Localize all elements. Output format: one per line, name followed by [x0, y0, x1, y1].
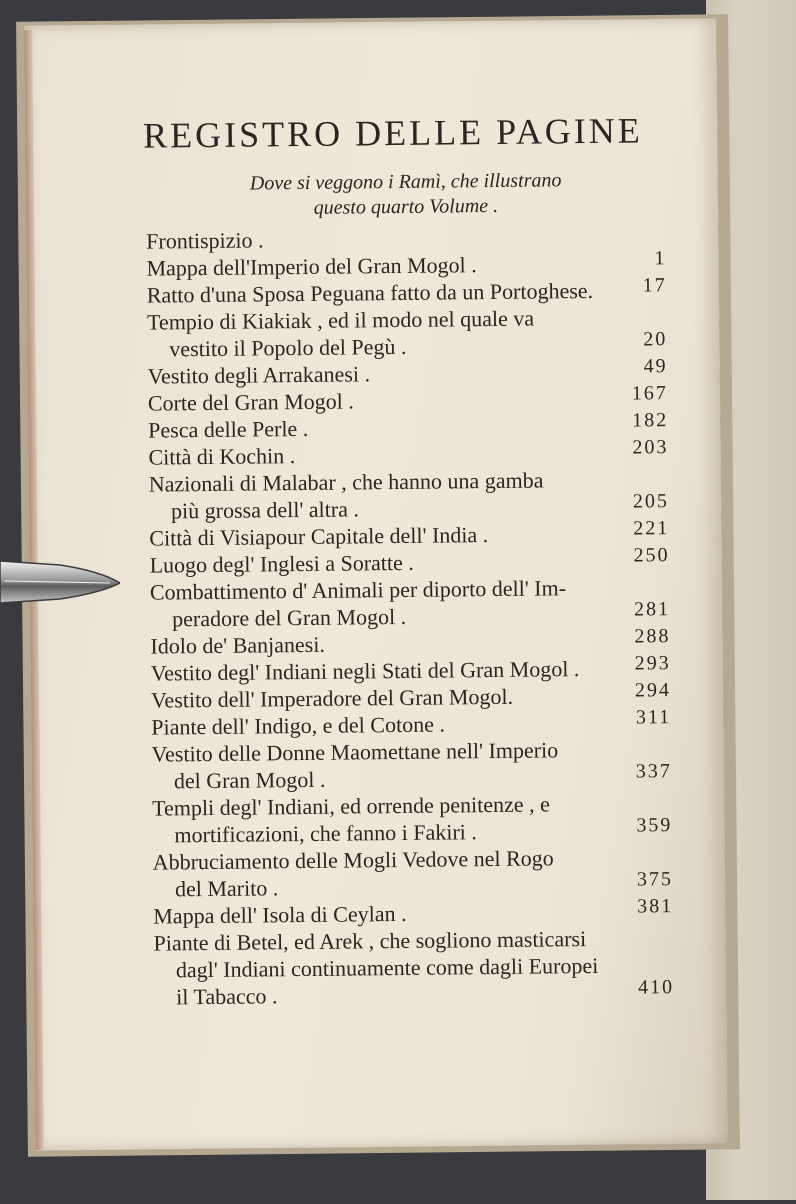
entry-text: Piante dell' Indigo, e del Cotone .: [151, 711, 446, 740]
entry-text: Luogo degl' Inglesi a Soratte .: [149, 549, 414, 578]
bookmark-knife-icon: [0, 553, 120, 609]
entry-text: Vestito dell' Imperadore del Gran Mogol.: [150, 683, 514, 713]
index-entry: [153, 843, 674, 902]
entry-text: Mappa dell' Isola di Ceylan .: [153, 900, 407, 929]
entry-page-number: 17: [642, 274, 667, 297]
entry-text: Vestito degl' Indiani negli Stati del Gran Mogol .: [150, 656, 580, 686]
index-entry: [153, 924, 674, 1010]
entry-page-number: 294: [634, 679, 672, 702]
entry-text: Abbruciamento delle Mogli Vedove nel Rogo: [152, 845, 554, 875]
entry-text: Nazionali di Malabar , che hanno una gamba: [148, 467, 544, 497]
entry-page-number: 288: [634, 625, 671, 648]
index-entry: [147, 303, 668, 362]
entry-text: Vestito delle Donne Maomettane nell' Imperio: [151, 737, 559, 767]
index-entry: [150, 573, 671, 632]
entry-page-number: 359: [636, 814, 673, 837]
entry-page-number: 337: [635, 760, 672, 783]
entry-page-number: 410: [637, 976, 675, 999]
entry-text: Città di Visiapour Capitale dell' India .: [149, 522, 489, 551]
entry-text: Ratto d'una Sposa Peguana fatto da un Portoghese.: [146, 277, 594, 308]
entry-text: del Marito .: [174, 875, 279, 902]
entry-text: più grossa dell' altra .: [170, 496, 360, 524]
entry-page-number: 205: [632, 490, 670, 513]
entry-page-number: 221: [633, 517, 670, 540]
entry-page-number: 167: [631, 382, 668, 405]
subtitle-line: questo quarto Volume .: [313, 194, 499, 219]
entry-text: Corte del Gran Mogol .: [147, 388, 354, 416]
entry-page-number: 203: [632, 436, 669, 459]
entry-page-number: 281: [633, 598, 671, 621]
page-title: REGISTRO DELLE PAGINE: [142, 110, 643, 156]
entry-text: Pesca delle Perle .: [148, 415, 309, 443]
subtitle: [146, 167, 666, 222]
entry-text: Idolo de' Banjanesi.: [150, 631, 326, 659]
entry-text: mortificazioni, che fanno i Fakiri .: [174, 819, 477, 848]
entry-text: Templi degl' Indiani, ed orrende penitenze , e: [152, 791, 550, 821]
index-entry: [149, 465, 670, 524]
entry-text: Frontispizio .: [146, 227, 264, 254]
entry-text: Vestito degli Arrakanesi .: [147, 361, 371, 389]
entry-page-number: 311: [635, 706, 672, 729]
entry-page-number: 49: [643, 355, 668, 378]
entry-text: dagl' Indiani continuamente come dagli Europei: [175, 952, 599, 983]
entry-page-number: 1: [654, 247, 667, 270]
index-entry: [152, 789, 673, 848]
entry-text: Piante di Betel, ed Arek , che sogliono masticarsi: [153, 926, 587, 956]
entry-text: peradore del Gran Mogol .: [172, 603, 407, 632]
entry-text: del Gran Mogol .: [173, 766, 326, 794]
entry-text: Combattimento d' Animali per diporto dell' Im-: [149, 575, 567, 605]
entry-text: Mappa dell'Imperio del Gran Mogol .: [146, 252, 477, 281]
entry-page-number: 375: [636, 868, 674, 891]
entry-text: Città di Kochin .: [148, 443, 296, 470]
entry-page-number: 182: [632, 409, 669, 432]
entry-text: Tempio di Kiakiak , ed il modo nel quale va: [146, 305, 535, 335]
entry-text: il Tabacco .: [176, 983, 278, 1010]
index-list: [146, 222, 674, 1010]
entry-page-number: 293: [634, 652, 671, 675]
entry-page-number: 20: [643, 328, 668, 351]
subtitle-line: Dove si veggono i Ramì, che illustrano: [249, 169, 562, 195]
entry-page-number: 381: [637, 895, 674, 918]
entry-text: vestito il Popolo del Pegù .: [169, 333, 407, 362]
index-entry: [151, 735, 672, 794]
entry-page-number: 250: [633, 544, 670, 567]
